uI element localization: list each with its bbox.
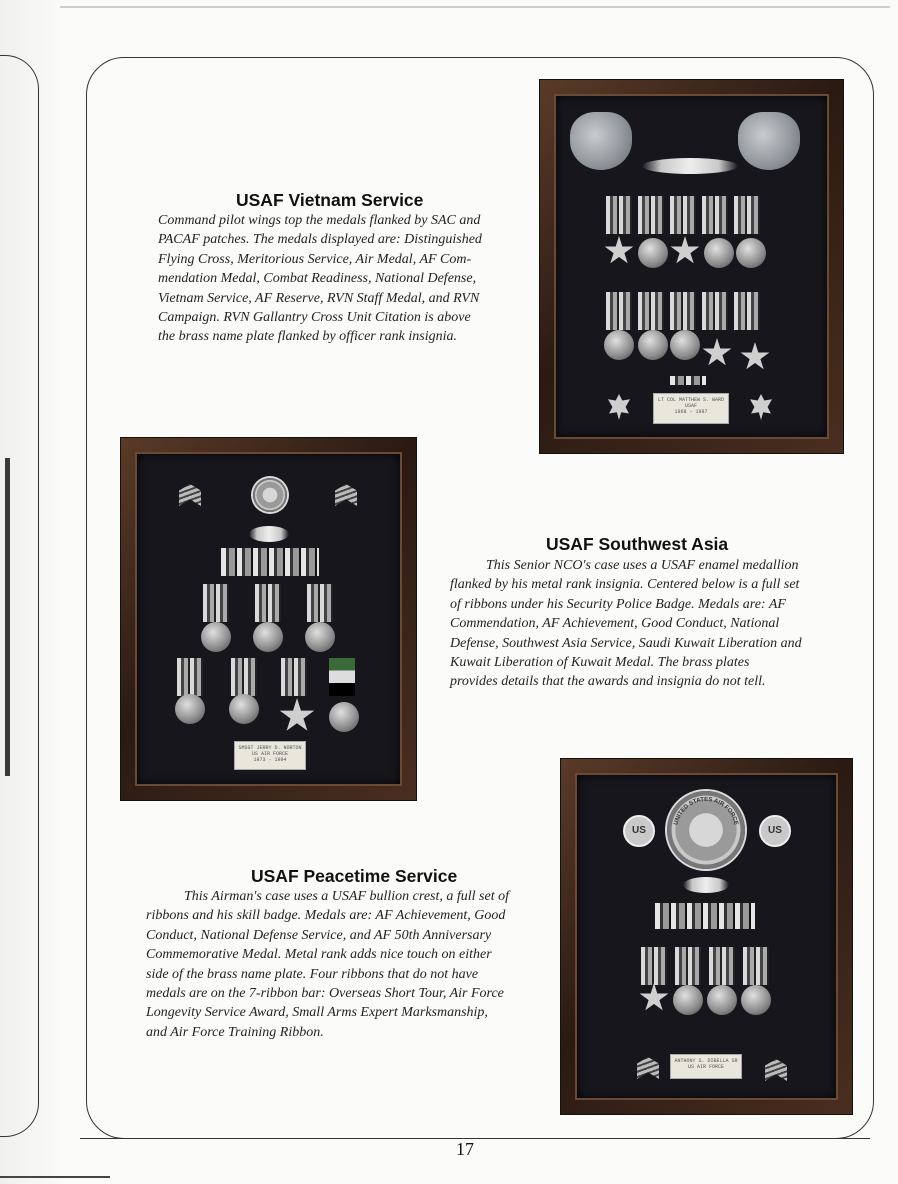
caption-line: mendation Medal, Combat Readiness, National Defense, — [158, 271, 477, 287]
peacetime-caption — [146, 887, 536, 1042]
vietnam-shadow-box — [540, 80, 843, 453]
medal-icon — [201, 622, 231, 652]
medal-icon — [604, 330, 634, 360]
plate-line: 1968 - 1997 — [674, 409, 708, 415]
ribbon-icon — [734, 196, 760, 234]
sac-patch-icon — [570, 112, 632, 170]
us-collar-disc-icon: US — [759, 815, 791, 847]
ribbon-icon — [670, 292, 696, 330]
vietnam-name-plate — [654, 394, 728, 423]
plate-line: LT COL MATTHEW S. WARD — [657, 397, 724, 403]
us-collar-disc-icon: US — [623, 815, 655, 847]
medal-icon — [707, 985, 737, 1015]
plate-line: US AIR FORCE — [687, 1064, 724, 1070]
southwest-shadow-box — [121, 438, 416, 800]
caption-line: Commendation, AF Achievement, Good Conduct, National — [450, 616, 780, 632]
ribbon-icon — [702, 196, 728, 234]
medal-icon — [670, 330, 700, 360]
vietnam-title: USAF Vietnam Service — [236, 190, 424, 210]
medal-icon — [253, 622, 283, 652]
ribbon-icon — [177, 658, 203, 696]
southwest-title: USAF Southwest Asia — [546, 534, 729, 554]
ribbon-bar-icon — [655, 903, 755, 929]
pacaf-patch-icon — [738, 112, 800, 170]
medal-icon — [329, 702, 359, 732]
usaf-bullion-crest-icon — [667, 791, 745, 869]
southwest-caption — [450, 556, 835, 692]
ribbon-icon — [281, 658, 307, 696]
caption-line: Flying Cross, Meritorious Service, Air Medal, AF Com- — [158, 251, 472, 267]
medal-icon — [229, 694, 259, 724]
peacetime-title: USAF Peacetime Service — [251, 866, 458, 886]
ribbon-icon — [709, 947, 735, 985]
medal-icon — [175, 694, 205, 724]
crest-lettering-icon — [667, 791, 745, 869]
caption-line: flanked by his metal rank insignia. Centered below is a full set — [450, 577, 800, 593]
caption-line: Commemorative Medal. Metal rank adds nice touch on either — [146, 947, 492, 963]
caption-line: Conduct, National Defense Service, and AF 50th Anniversary — [146, 927, 492, 943]
caption-line: and Air Force Training Ribbon. — [146, 1024, 324, 1040]
medal-icon — [638, 330, 668, 360]
medal-icon — [305, 622, 335, 652]
ribbon-icon — [638, 292, 664, 330]
caption-line: Vietnam Service, AF Reserve, RVN Staff Medal, and RVN — [158, 290, 480, 306]
caption-line: the brass name plate flanked by officer rank insignia. — [158, 329, 458, 345]
peacetime-name-plate — [671, 1055, 741, 1078]
caption-line: medals are on the 7-ribbon bar: Overseas Short Tour, Air Force — [146, 986, 504, 1002]
caption-line: PACAF patches. The medals displayed are: Distinguished — [158, 232, 482, 248]
svg-text:UNITED STATES AIR FORCE: UNITED STATES AIR FORCE — [673, 796, 739, 826]
caption-line: of ribbons under his Security Police Badge. Medals are: AF — [450, 596, 786, 612]
unit-citation-icon — [670, 376, 706, 385]
caption-line: Longevity Service Award, Small Arms Expert Marksmanship, — [146, 1005, 488, 1021]
pilot-wings-icon — [642, 158, 738, 174]
kuwait-ribbon-icon — [329, 658, 355, 696]
peacetime-shadow-box — [561, 759, 852, 1114]
ribbon-icon — [675, 947, 701, 985]
ribbon-icon — [734, 292, 760, 330]
security-police-badge-icon — [249, 526, 289, 542]
ribbon-icon — [255, 584, 281, 622]
ribbon-icon — [670, 196, 696, 234]
southwest-name-plate — [235, 742, 305, 769]
medal-icon — [736, 238, 766, 268]
usaf-medallion-icon — [253, 478, 287, 512]
ribbon-icon — [743, 947, 769, 985]
medal-icon — [741, 985, 771, 1015]
ribbon-icon — [702, 292, 728, 330]
caption-line: Defense, Southwest Asia Service, Saudi Kuwait Liberation and — [450, 635, 802, 651]
plate-line: US AIR FORCE — [251, 751, 288, 757]
caption-line: This Senior NCO's case uses a USAF enamel medallion — [486, 558, 799, 573]
ribbon-icon — [203, 584, 229, 622]
plate-line: USAF — [684, 403, 697, 409]
ribbon-icon — [641, 947, 667, 985]
top-edge-line — [60, 6, 890, 8]
caption-line: This Airman's case uses a USAF bullion crest, a full set of — [184, 889, 509, 904]
medal-icon — [638, 238, 668, 268]
ribbon-icon — [606, 292, 632, 330]
ribbon-icon — [307, 584, 333, 622]
caption-line: side of the brass name plate. Four ribbons that do not have — [146, 966, 479, 982]
binding-edge — [5, 458, 10, 776]
ribbon-icon — [231, 658, 257, 696]
caption-line: Command pilot wings top the medals flanked by SAC and — [158, 213, 481, 228]
ribbon-icon — [638, 196, 664, 234]
medal-icon — [704, 238, 734, 268]
bottom-edge-line — [0, 1176, 110, 1178]
ribbon-bar-icon — [221, 548, 319, 576]
medal-icon — [673, 985, 703, 1015]
skill-badge-icon — [683, 877, 729, 893]
vietnam-caption — [158, 211, 523, 347]
caption-line: provides details that the awards and insignia do not tell. — [450, 674, 766, 690]
plate-line: ANTHONY S. DIBELLA SR — [674, 1058, 738, 1064]
plate-line: 1973 - 1994 — [253, 757, 287, 763]
caption-line: Kuwait Liberation of Kuwait Medal. The brass plates — [450, 655, 750, 671]
plate-line: SMSGT JERRY D. NORTON — [238, 745, 302, 751]
caption-line: ribbons and his skill badge. Medals are: AF Achievement, Good — [146, 908, 506, 924]
caption-line: Campaign. RVN Gallantry Cross Unit Citation is above — [158, 310, 471, 326]
ribbon-icon — [606, 196, 632, 234]
page-number: 17 — [456, 1139, 474, 1159]
